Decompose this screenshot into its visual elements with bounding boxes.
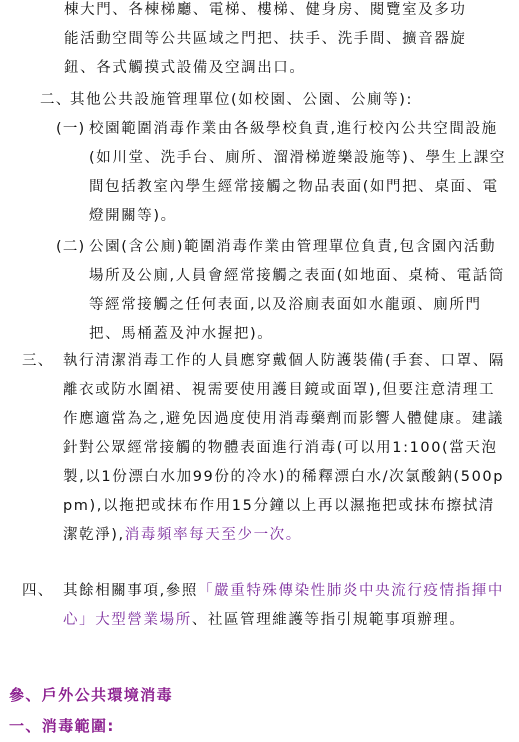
continued-line-2: 能活動空間等公共區域之門把、扶手、洗手間、擴音器旋: [64, 31, 467, 47]
section-3-label: 三、: [22, 353, 54, 369]
section-4-reference: 「嚴重特殊傳染性肺炎中央流行疫情指揮中心」大型營業場所: [63, 583, 504, 628]
section-3-text: [63, 347, 511, 550]
item-2-text: 公園(含公廁)範圍消毒作業由管理單位負責,包含園內活動場所及公廁,人員會經常接觸之表面(如地面、桌椅、電話筒等經常接觸之任何表面,以及浴廁表面如水龍頭、廁所門把、馬桶蓋及沖水握把)。: [89, 239, 505, 342]
continued-line-3: 鈕、各式觸摸式設備及空調出口。: [64, 60, 306, 76]
item-2-label: (二): [56, 239, 86, 255]
section-4-label: 四、: [22, 583, 54, 599]
item-1-text: 校園範圍消毒作業由各級學校負責,進行校內公共空間設施(如川堂、洗手台、廁所、溜滑梯遊樂設施等)、學生上課空間包括教室內學生經常接觸之物品表面(如門把、桌面、電燈開關等)。: [89, 121, 507, 224]
item-1-label: (一): [56, 121, 86, 137]
section-4-pre: 其餘相關事項,參照: [63, 583, 199, 599]
section-2-text: 其他公共設施管理單位(如校園、公園、公廁等):: [70, 92, 413, 108]
part-3-heading: 參、戶外公共環境消毒: [9, 686, 174, 704]
section-4-post: 、社區管理維護等指引規範事項辦理。: [191, 612, 466, 628]
part-3-subheading: 一、消毒範圍:: [9, 717, 115, 735]
continued-line-1: 棟大門、各棟梯廳、電梯、樓梯、健身房、閱覽室及多功: [64, 2, 467, 18]
section-3-frequency: 消毒頻率每天至少一次。: [124, 527, 302, 543]
section-4-text: [63, 577, 511, 635]
section-3-main: 執行清潔消毒工作的人員應穿戴個人防護裝備(手套、口罩、隔離衣或防水圍裙、視需要使用護目鏡或面罩),但要注意清理工作應適當為之,避免因過度使用消毒藥劑而影響人體健康。建議針對公眾經常接觸的物體表面進行消毒(可以用1:100(當天泡製,以1份漂白水加99份的冷水)的稀釋漂白水/次氯酸鈉(500ppm),以拖把或抹布作用15分鐘以上再以濕拖把或抹布擦拭清潔乾淨),: [63, 353, 505, 543]
section-2-label: 二、: [40, 92, 72, 108]
